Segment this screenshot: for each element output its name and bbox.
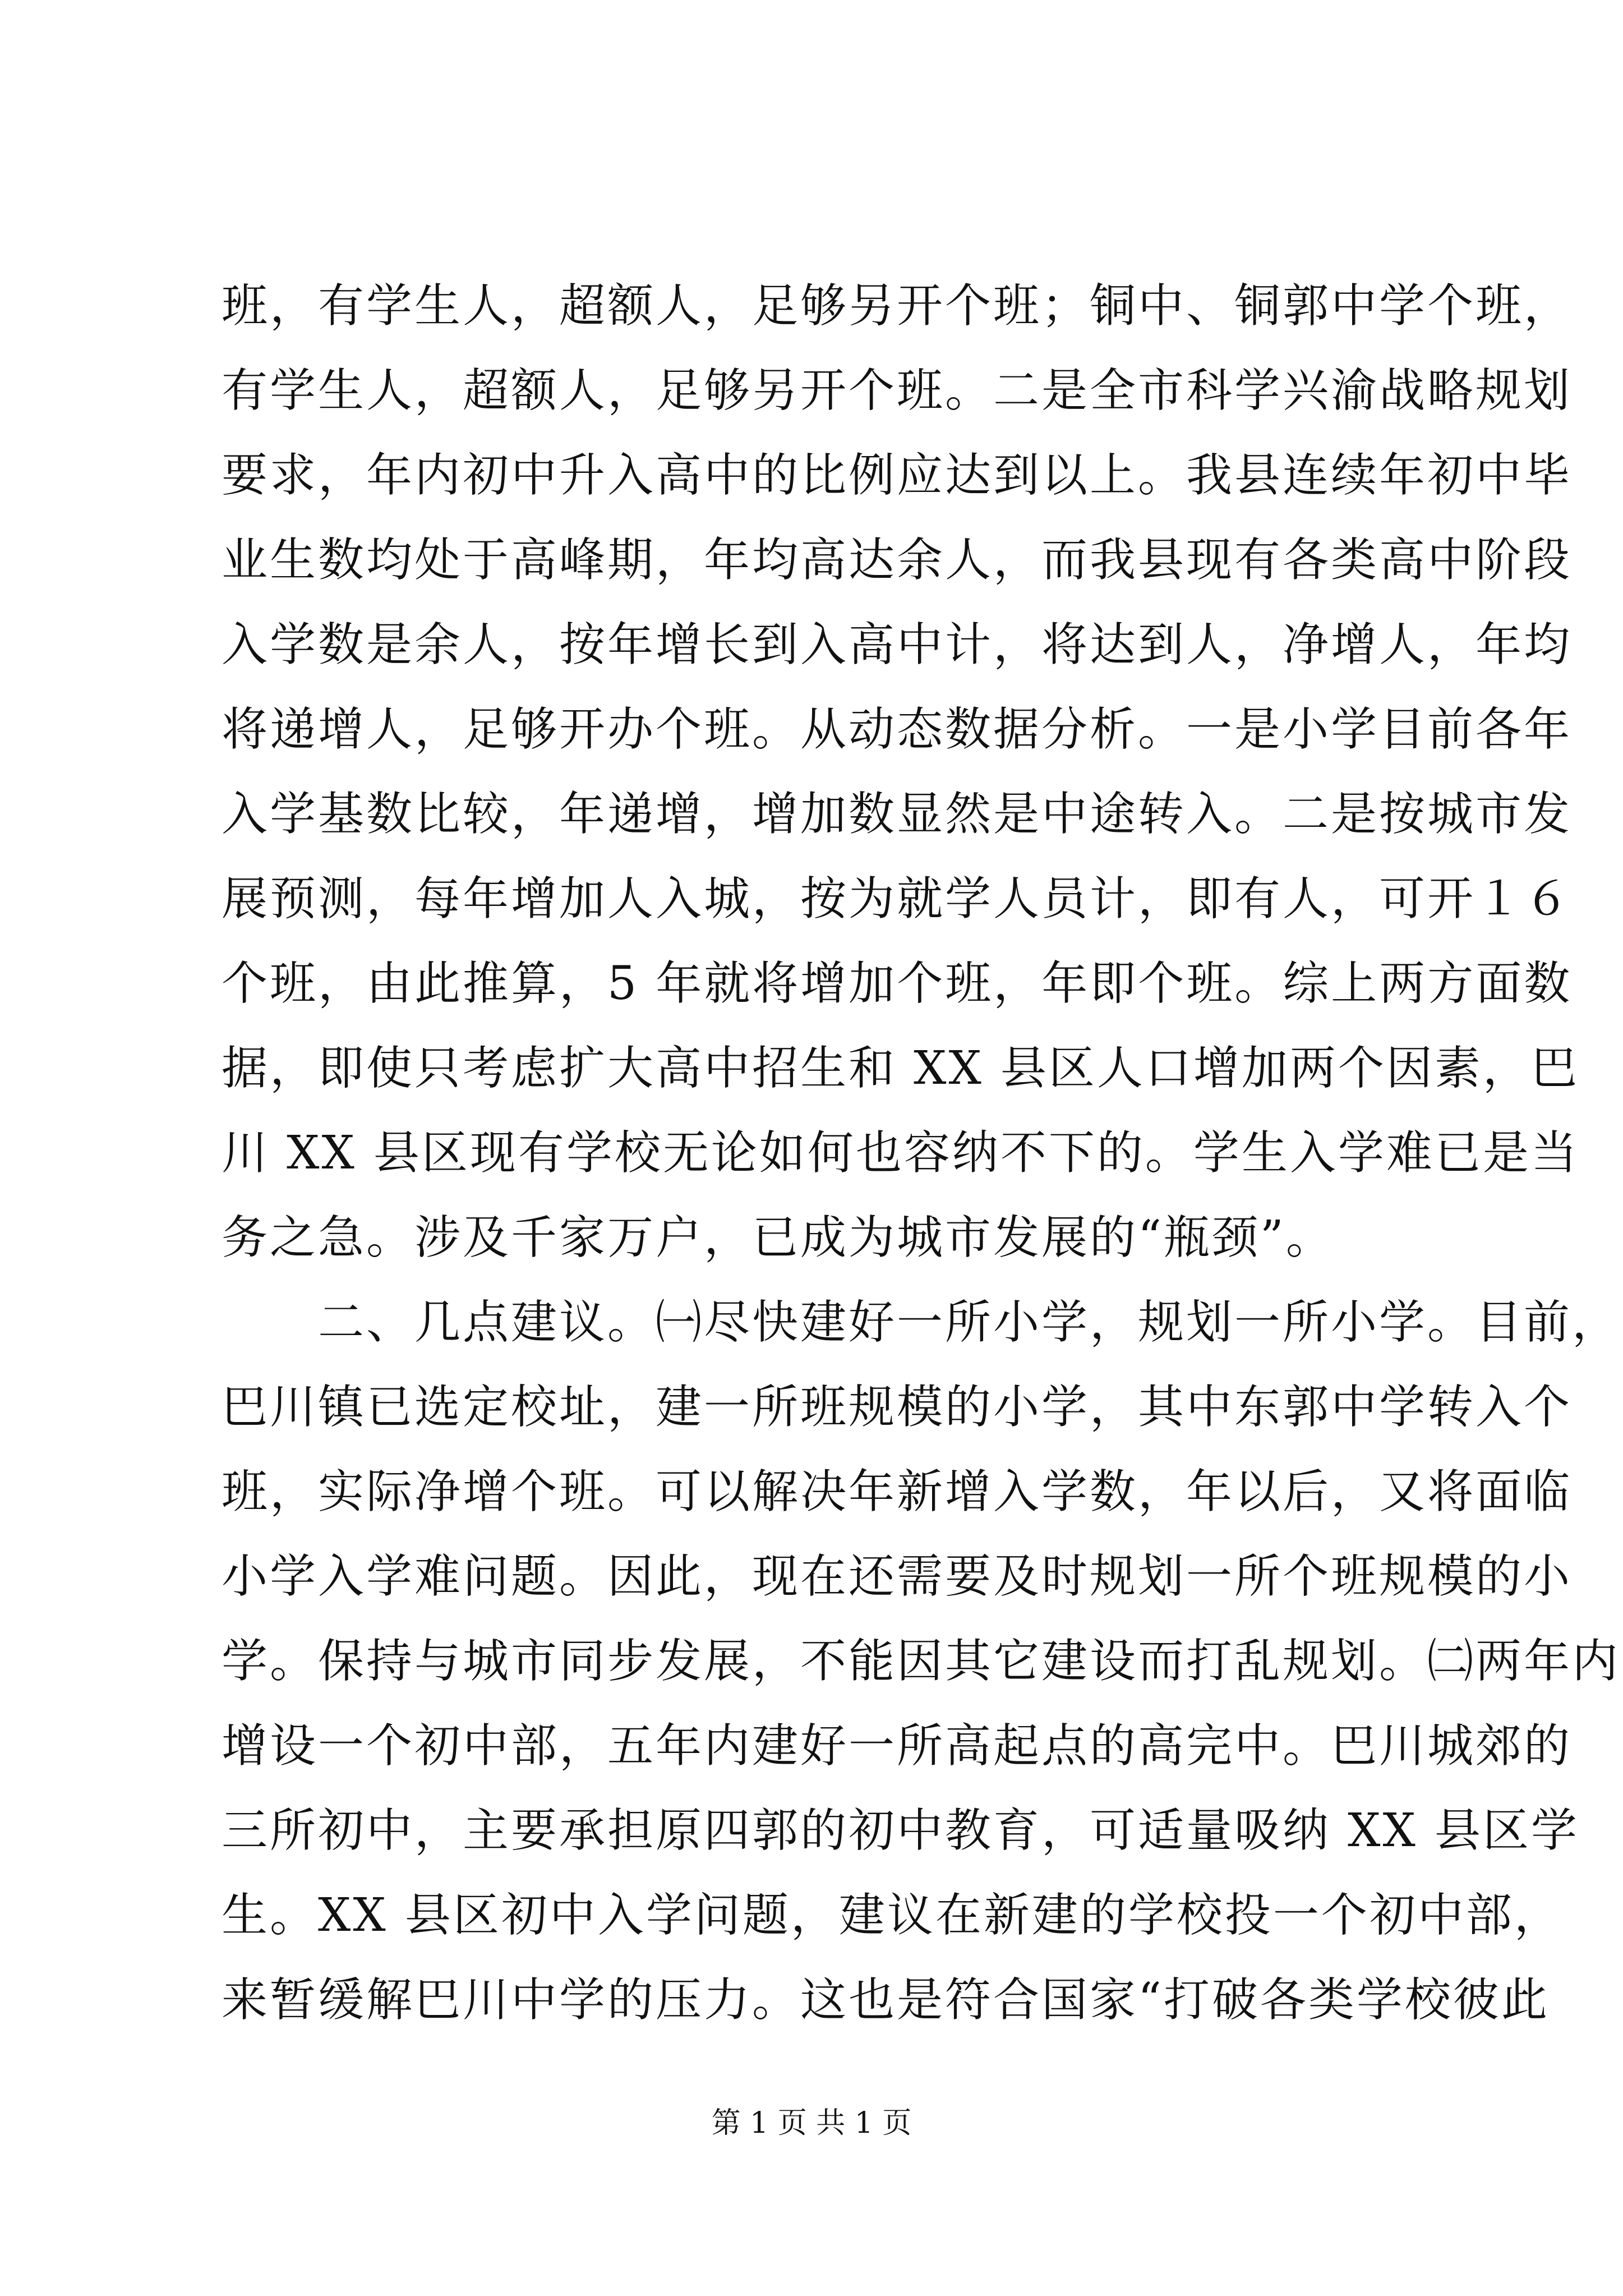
text-line: 个班，由此推算，5 年就将增加个班，年即个班。综上两方面数 <box>222 957 1573 1010</box>
text-line: 有学生人，超额人，足够另开个班。二是全市科学兴渝战略规划 <box>222 364 1573 417</box>
text-line: 将递增人，足够开办个班。从动态数据分析。一是小学目前各年 <box>222 703 1573 756</box>
text-line: 入学基数比较，年递增，增加数显然是中途转入。二是按城市发 <box>222 788 1573 841</box>
body-text <box>222 264 1621 2042</box>
text-line: 生。XX 县区初中入学问题，建议在新建的学校投一个初中部， <box>222 1889 1562 1942</box>
text-line: 展预测，每年增加人入城，按为就学人员计，即有人，可开１６ <box>222 872 1573 926</box>
text-line: 务之急。涉及千家万户，已成为城市发展的“瓶颈”。 <box>222 1211 1334 1264</box>
text-line: 学。保持与城市同步发展，不能因其它建设而打乱规划。㈡两年内 <box>222 1635 1621 1688</box>
text-line: 增设一个初中部，五年内建好一所高起点的高完中。巴川城郊的 <box>222 1719 1573 1773</box>
text-line: 来暂缓解巴川中学的压力。这也是符合国家“打破各类学校彼此 <box>222 1973 1550 2027</box>
text-line: 班，有学生人，超额人，足够另开个班；铜中、铜郭中学个班， <box>222 279 1573 333</box>
text-line: 川 XX 县区现有学校无论如何也容纳不下的。学生入学难已是当 <box>222 1126 1579 1180</box>
text-line: 业生数均处于高峰期，年均高达余人，而我县现有各类高中阶段 <box>222 533 1573 587</box>
text-line: 二、几点建议。㈠尽快建好一所小学，规划一所小学。目前， <box>222 1296 1621 1349</box>
text-line: 小学入学难问题。因此，现在还需要及时规划一所个班规模的小 <box>222 1550 1573 1603</box>
text-line: 班，实际净增个班。可以解决年新增入学数，年以后，又将面临 <box>222 1465 1573 1519</box>
text-line: 要求，年内初中升入高中的比例应达到以上。我县连续年初中毕 <box>222 449 1573 502</box>
text-line: 据，即使只考虑扩大高中招生和 XX 县区人口增加两个因素，巴 <box>222 1042 1579 1095</box>
page-number-label: 第 1 页 共 1 页 <box>711 2106 912 2140</box>
text-line: 入学数是余人，按年增长到入高中计，将达到人，净增人，年均 <box>222 618 1573 671</box>
text-line: 巴川镇已选定校址，建一所班规模的小学，其中东郭中学转入个 <box>222 1381 1573 1434</box>
page-footer <box>0 2101 1623 2146</box>
text-line: 三所初中，主要承担原四郭的初中教育，可适量吸纳 XX 县区学 <box>222 1804 1579 1857</box>
